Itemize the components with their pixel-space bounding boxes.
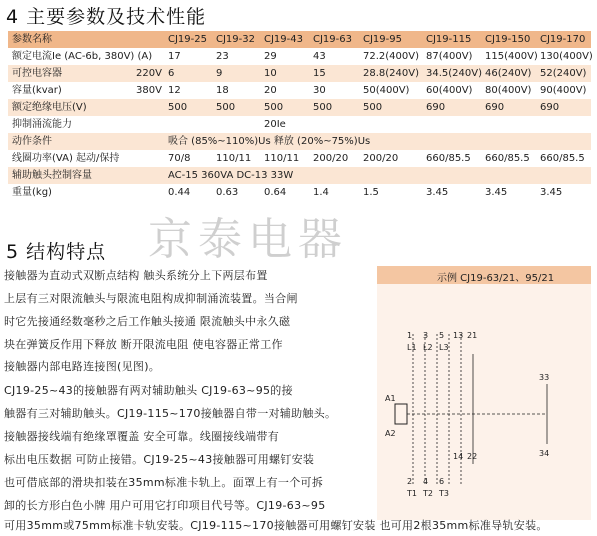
paragraph-line: 卸的长方形白色小牌 用户可用它打印项目代号等。CJ19-63~95 (4, 499, 326, 512)
table-cell: 17 (168, 51, 181, 62)
table-cell: 200/20 (313, 153, 349, 164)
header-cell: CJ19-25 (168, 34, 207, 45)
table-cell: 500 (363, 102, 383, 113)
coil-icon (395, 404, 407, 424)
table-cell: 52(240V) (540, 68, 587, 79)
paragraph-line: 时它先接通经数毫秒之后工作触头接通 限流触头中永久磁 (4, 315, 291, 328)
section-4-title: 4 主要参数及技术性能 (6, 6, 207, 28)
table-row (8, 167, 591, 184)
table-cell: 28.8(240V) (363, 68, 419, 79)
table-row (8, 150, 591, 167)
paragraph-line: 触器有三对辅助触头。CJ19-115~170接触器自带一对辅助触头。 (4, 407, 337, 420)
table-cell: 660/85.5 (540, 153, 585, 164)
table-cell: 130(400V) (540, 51, 593, 62)
row-label: 可控电容器 (12, 68, 62, 79)
paragraph-line: 上层有三对限流触头与限流电阻构成抑制涌流装置。当合闸 (4, 292, 298, 305)
table-cell: 200/20 (363, 153, 399, 164)
table-cell: 500 (313, 102, 333, 113)
table-cell: 660/85.5 (426, 153, 471, 164)
table-row (8, 99, 591, 116)
table-cell: 660/85.5 (485, 153, 530, 164)
table-cell: 1.4 (313, 187, 329, 198)
table-cell: 70/8 (168, 153, 191, 164)
table-cell: 12 (168, 85, 181, 96)
paragraph-line: 可用35mm或75mm标准卡轨安装。CJ19-115~170接触器可用螺钉安装 也可用2根35mm标准导轨安装。 (4, 519, 548, 532)
row-label: 辅助触头控制容量 (12, 170, 92, 181)
label-5: 5 (439, 331, 445, 340)
label-t1: T1 (407, 489, 417, 498)
header-cell: CJ19-43 (264, 34, 303, 45)
header-cell: 参数名称 (12, 34, 52, 45)
header-cell: CJ19-95 (363, 34, 402, 45)
header-cell: CJ19-170 (540, 34, 586, 45)
row-label: 额定绝缘电压(V) (12, 102, 87, 113)
table-row (8, 184, 591, 201)
header-cell: CJ19-63 (313, 34, 352, 45)
table-cell: 690 (426, 102, 446, 113)
table-cell: 110/11 (216, 153, 252, 164)
paragraph-line: 接触器为直动式双断点结构 触头系统分上下两层布置 (4, 269, 268, 282)
table-cell: 20 (264, 85, 277, 96)
table-cell: 500 (264, 102, 284, 113)
paragraph-line: 标出电压数据 可防止接错。CJ19-25~43接触器可用螺钉安装 (4, 453, 315, 466)
paragraph-line: 接触器接线端有绝缘罩覆盖 安全可靠。线圈接线端带有 (4, 430, 279, 443)
paragraph-line: 也可借底部的滑块扣装在35mm标准卡轨上。面罩上有一个可拆 (4, 476, 324, 489)
table-cell: 50(400V) (363, 85, 410, 96)
label-14: 14 (453, 452, 464, 461)
table-cell: 0.63 (216, 187, 239, 198)
label-22: 22 (467, 452, 478, 461)
wiring-diagram-panel (377, 266, 591, 520)
table-cell: 500 (216, 102, 236, 113)
table-cell: 110/11 (264, 153, 300, 164)
label-34: 34 (539, 449, 550, 458)
table-cell: 6 (168, 68, 175, 79)
table-cell-span: 20Ie (264, 119, 286, 130)
table-cell: 34.5(240V) (426, 68, 482, 79)
label-t3: T3 (439, 489, 449, 498)
row-sublabel: 380V (136, 85, 162, 96)
label-l1: L1 (407, 343, 417, 352)
table-cell: 46(240V) (485, 68, 532, 79)
table-cell: 15 (313, 68, 326, 79)
label-l3: L3 (439, 343, 449, 352)
header-cell: CJ19-150 (485, 34, 531, 45)
diagram-header (377, 266, 591, 284)
table-cell: 23 (216, 51, 229, 62)
table-row (8, 48, 591, 65)
table-header-row (8, 31, 591, 48)
row-label: 抑制涌流能力 (12, 119, 72, 130)
label-13: 13 (453, 331, 464, 340)
table-cell: 115(400V) (485, 51, 538, 62)
table-cell: 43 (313, 51, 326, 62)
table-cell: 60(400V) (426, 85, 473, 96)
table-row (8, 82, 591, 99)
table-row (8, 65, 591, 82)
label-2: 2 (407, 477, 413, 486)
table-cell: 500 (168, 102, 188, 113)
table-cell: 90(400V) (540, 85, 587, 96)
row-label: 额定电流Ie (AC-6b, 380V) (A) (12, 51, 153, 62)
table-cell: 1.5 (363, 187, 379, 198)
table-cell: 18 (216, 85, 229, 96)
paragraph-line: 块在弹簧反作用下释放 断开限流电阻 使电容器正常工作 (4, 338, 283, 351)
table-cell: 690 (485, 102, 505, 113)
table-cell: 29 (264, 51, 277, 62)
table-cell: 87(400V) (426, 51, 473, 62)
table-cell: 3.45 (426, 187, 449, 198)
label-a2: A2 (385, 429, 396, 438)
wiring-diagram (377, 284, 591, 520)
row-label: 容量(kvar) (12, 85, 62, 96)
row-label: 动作条件 (12, 136, 52, 147)
table-cell: 3.45 (540, 187, 563, 198)
label-l2: L2 (423, 343, 433, 352)
table-cell-span: AC-15 360VA DC-13 33W (168, 170, 294, 181)
section-5-title: 5 结构特点 (6, 241, 107, 263)
paragraph-line: 接触器内部电路连接图(见图)。 (4, 360, 161, 373)
table-cell: 9 (216, 68, 223, 79)
table-cell: 3.45 (485, 187, 508, 198)
table-cell: 10 (264, 68, 277, 79)
row-sublabel: 220V (136, 68, 162, 79)
table-cell: 30 (313, 85, 326, 96)
table-cell: 80(400V) (485, 85, 532, 96)
label-a1: A1 (385, 394, 396, 403)
table-cell: 0.64 (264, 187, 287, 198)
label-6: 6 (439, 477, 445, 486)
table-row (8, 116, 591, 133)
label-1: 1 (407, 331, 413, 340)
label-4: 4 (423, 477, 429, 486)
table-cell: 72.2(400V) (363, 51, 419, 62)
label-t2: T2 (423, 489, 433, 498)
table-cell-span: 吸合 (85%~110%)Us 释放 (20%~75%)Us (168, 136, 371, 147)
table-row (8, 133, 591, 150)
header-cell: CJ19-32 (216, 34, 255, 45)
row-label: 重量(kg) (12, 187, 52, 198)
diagram-title: 示例 CJ19-63/21、95/21 (437, 273, 555, 284)
parameters-table (8, 31, 591, 201)
table-cell: 690 (540, 102, 560, 113)
label-33: 33 (539, 373, 550, 382)
row-label: 线圈功率(VA) 起动/保持 (12, 153, 120, 164)
header-cell: CJ19-115 (426, 34, 472, 45)
label-3: 3 (423, 331, 429, 340)
label-21: 21 (467, 331, 478, 340)
table-cell: 0.44 (168, 187, 191, 198)
paragraph-line: CJ19-25~43的接触器有两对辅助触头 CJ19-63~95的接 (4, 384, 293, 397)
watermark: 京泰电器 (148, 214, 348, 265)
